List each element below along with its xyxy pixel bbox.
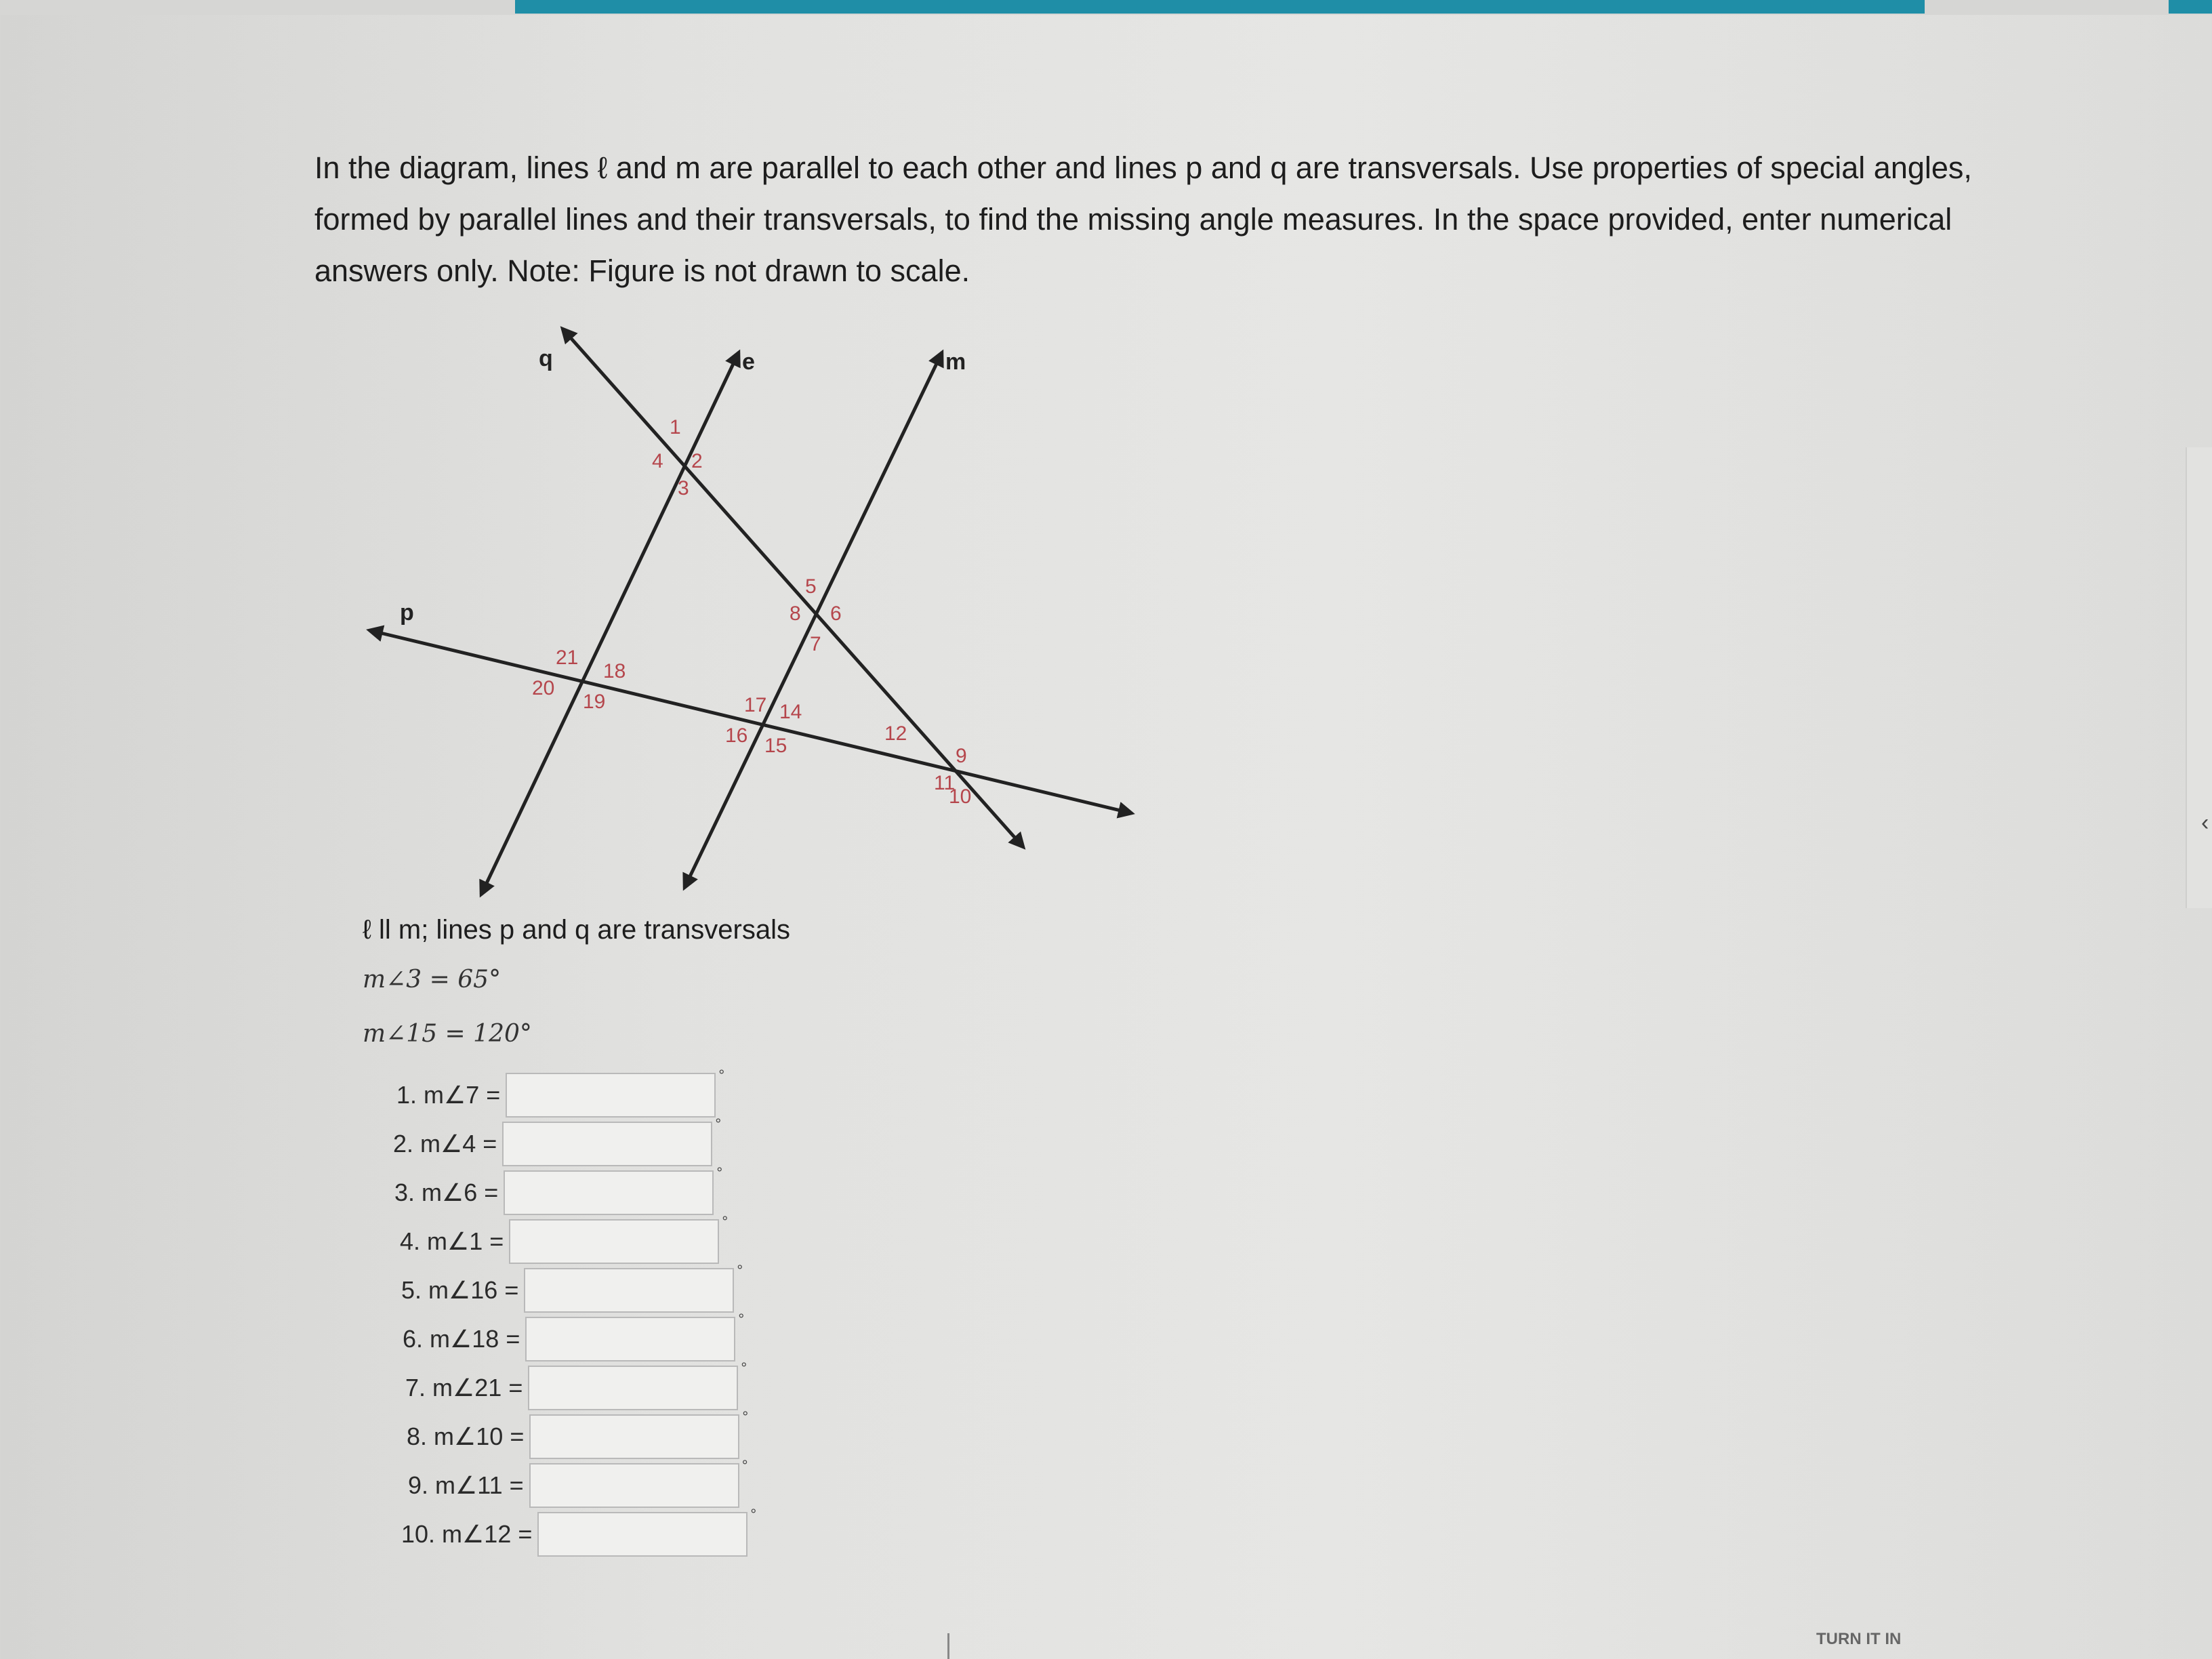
angle-label-15: 15 [764, 735, 787, 757]
degree-symbol: ° [722, 1213, 729, 1230]
angle-18-answer-input[interactable] [525, 1317, 735, 1361]
angle-12-answer-input[interactable] [537, 1512, 747, 1557]
degree-symbol: ° [737, 1262, 743, 1279]
label-line-p: p [400, 600, 414, 626]
question-label: 1. m∠7 = [396, 1081, 501, 1109]
question-row [403, 1311, 745, 1364]
angle-label-6: 6 [830, 602, 842, 625]
question-row [396, 1067, 725, 1120]
angle-label-10: 10 [949, 785, 972, 808]
angle-label-17: 17 [744, 694, 767, 716]
instructions-text: In the diagram, lines ℓ and m are parallel to each other and lines p and q are transversals. Use properties of special angles, formed by parallel lines and their transversals, to find the missing angle measures. In the space provided, enter numerical answers only. Note: Figure is not drawn to scale. [314, 150, 1972, 288]
top-accent-bar-right [2169, 0, 2212, 14]
top-accent-bar [515, 0, 1925, 14]
question-label: 6. m∠18 = [403, 1325, 520, 1353]
angle-16-answer-input[interactable] [524, 1268, 734, 1313]
angle-label-3: 3 [678, 477, 689, 499]
question-row [401, 1262, 743, 1315]
angle-label-16: 16 [725, 724, 748, 747]
angle-7-answer-input[interactable] [506, 1073, 716, 1118]
side-panel-edge [2186, 447, 2212, 908]
line-e [481, 352, 739, 895]
question-row [407, 1408, 749, 1461]
question-label: 4. m∠1 = [400, 1227, 504, 1255]
question-label: 2. m∠4 = [393, 1130, 497, 1158]
angle-21-answer-input[interactable] [528, 1366, 738, 1410]
angle-10-answer-input[interactable] [529, 1414, 739, 1459]
question-row [400, 1213, 729, 1266]
label-line-m: m [945, 349, 966, 375]
side-panel-icon[interactable]: ‹ [2201, 810, 2209, 836]
degree-symbol: ° [718, 1067, 725, 1084]
question-row [394, 1164, 723, 1217]
angle-label-1: 1 [670, 416, 681, 438]
given-angle-3: m∠3 = 65° [363, 966, 501, 994]
turn-in-button[interactable]: TURN IT IN [1816, 1630, 1902, 1648]
question-label: 8. m∠10 = [407, 1422, 525, 1450]
degree-symbol: ° [742, 1408, 749, 1425]
degree-symbol: ° [715, 1115, 722, 1132]
angle-label-8: 8 [790, 602, 801, 625]
angle-label-11: 11 [934, 772, 956, 794]
question-label: 5. m∠16 = [401, 1276, 519, 1304]
footer-divider [947, 1633, 949, 1659]
angle-label-20: 20 [532, 677, 555, 699]
angle-label-21: 21 [556, 647, 579, 669]
question-label: 7. m∠21 = [405, 1374, 523, 1401]
degree-symbol: ° [741, 1359, 747, 1376]
question-label: 3. m∠6 = [394, 1179, 499, 1206]
line-m [684, 352, 942, 888]
angle-label-2: 2 [691, 450, 703, 472]
question-row [408, 1457, 748, 1510]
parallel-lines-diagram [339, 312, 1152, 908]
given-angle-15: m∠15 = 120° [363, 1020, 532, 1048]
question-label: 9. m∠11 = [408, 1471, 524, 1499]
question-row [405, 1359, 747, 1412]
angle-label-19: 19 [583, 691, 606, 713]
angle-label-18: 18 [603, 660, 626, 682]
degree-symbol: ° [716, 1164, 723, 1181]
angle-label-14: 14 [779, 701, 802, 723]
question-row [393, 1115, 722, 1168]
angle-label-5: 5 [805, 575, 817, 598]
degree-symbol: ° [741, 1457, 748, 1474]
question-label: 10. m∠12 = [401, 1520, 533, 1548]
question-row [401, 1506, 757, 1559]
label-line-e: e [742, 349, 755, 375]
degree-symbol: ° [750, 1506, 757, 1523]
angle-label-7: 7 [810, 633, 821, 655]
angle-4-answer-input[interactable] [502, 1122, 712, 1166]
top-bar [0, 0, 2212, 15]
angle-6-answer-input[interactable] [504, 1170, 714, 1215]
degree-symbol: ° [738, 1311, 745, 1328]
given-parallel-statement: ℓ ll m; lines p and q are transversals [363, 915, 790, 945]
label-line-q: q [539, 346, 553, 371]
line-p [369, 630, 1132, 813]
angle-label-12: 12 [884, 722, 907, 745]
angle-label-4: 4 [652, 450, 663, 472]
angle-1-answer-input[interactable] [509, 1219, 719, 1264]
angle-11-answer-input[interactable] [529, 1463, 739, 1508]
angle-label-9: 9 [956, 745, 967, 767]
